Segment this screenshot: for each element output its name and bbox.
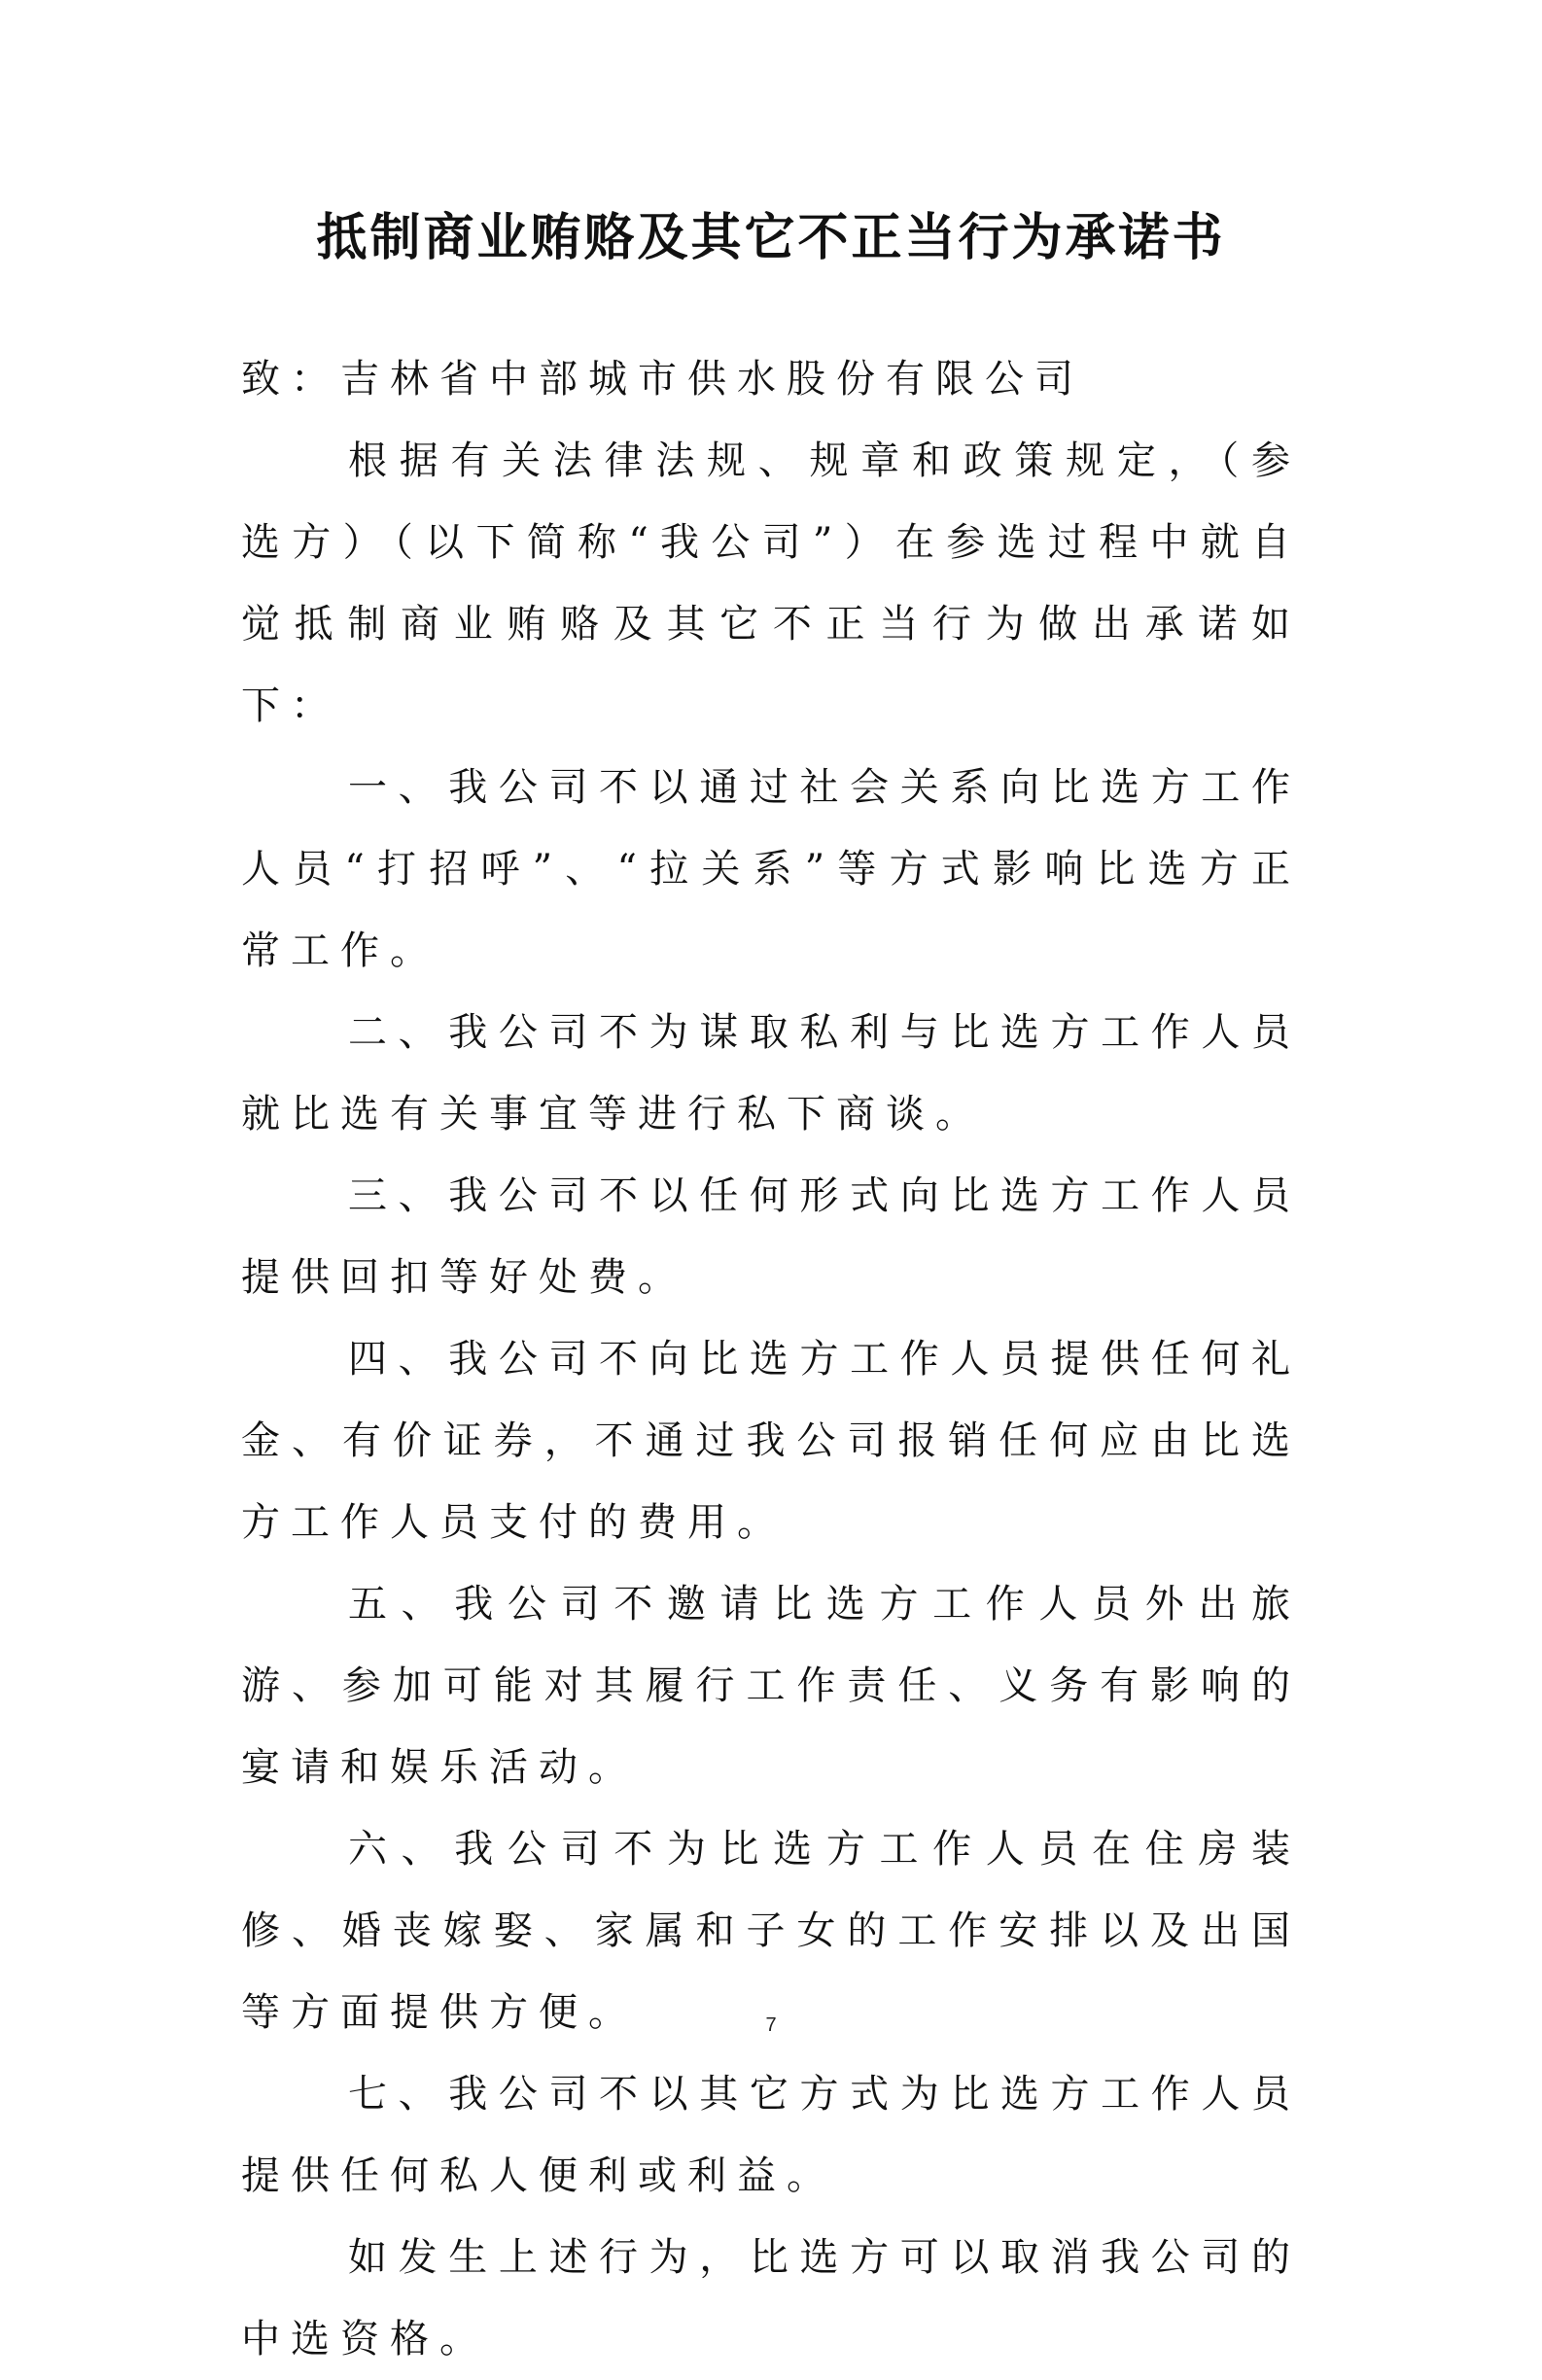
document-body xyxy=(241,338,1301,2380)
recipient-line: 致：吉林省中部城市供水股份有限公司 xyxy=(241,357,1084,402)
commitment-item-6: 六、我公司不为比选方工作人员在住房装修、婚丧嫁娶、家属和子女的工作安排以及出国等方面提供方便。 xyxy=(241,1827,1301,2035)
commitment-item-4: 四、我公司不向比选方工作人员提供任何礼金、有价证券，不通过我公司报销任何应由比选方工作人员支付的费用。 xyxy=(241,1337,1301,1545)
commitment-item-2: 二、我公司不为谋取私利与比选方工作人员就比选有关事宜等进行私下商谈。 xyxy=(241,1010,1301,1137)
commitment-item-1: 一、我公司不以通过社会关系向比选方工作人员“打招呼”、“拉关系”等方式影响比选方正常工作。 xyxy=(241,765,1301,973)
closing-paragraph: 如发生上述行为，比选方可以取消我公司的中选资格。 xyxy=(241,2235,1301,2362)
document-title: 抵制商业贿赂及其它不正当行为承诺书 xyxy=(316,209,1226,267)
intro-paragraph: 根据有关法律法规、规章和政策规定，（参选方）（以下简称“我公司”）在参选过程中就自觉抵制商业贿赂及其它不正当行为做出承诺如下： xyxy=(241,438,1301,728)
commitment-item-5: 五、我公司不邀请比选方工作人员外出旅游、参加可能对其履行工作责任、义务有影响的宴请和娱乐活动。 xyxy=(241,1582,1301,1790)
commitment-item-7: 七、我公司不以其它方式为比选方工作人员提供任何私人便利或利益。 xyxy=(241,2072,1301,2198)
commitment-item-3: 三、我公司不以任何形式向比选方工作人员提供回扣等好处费。 xyxy=(241,1173,1301,1300)
page-number: 7 xyxy=(765,2014,777,2036)
